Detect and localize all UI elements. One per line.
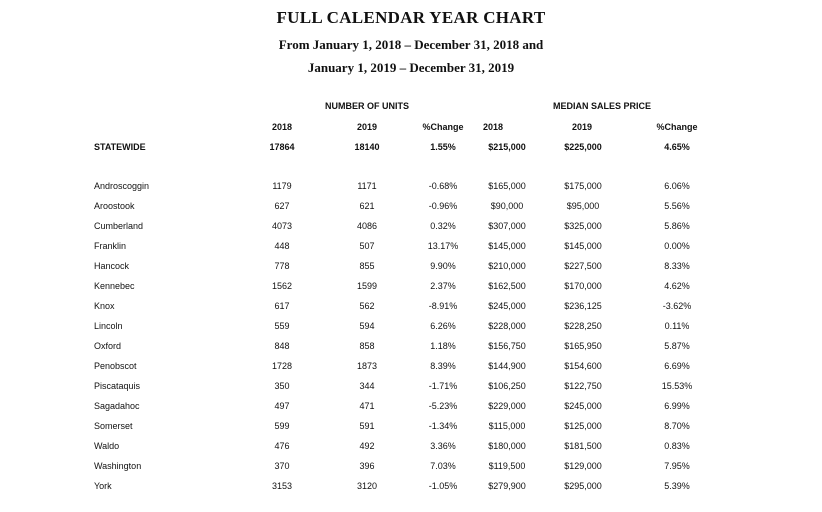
county-price-2018: $165,000 — [488, 181, 526, 191]
county-units-2018: 778 — [274, 261, 290, 271]
county-price-2018: $228,000 — [488, 321, 526, 331]
county-price-pct-change: 7.95% — [664, 461, 690, 471]
county-units-pct-change: 3.36% — [430, 441, 456, 451]
county-name: Hancock — [94, 261, 130, 271]
county-units-pct-change: -8.91% — [428, 301, 458, 311]
statewide-price-2019: $225,000 — [564, 142, 602, 152]
county-name: Oxford — [94, 341, 122, 351]
statewide-price-2018: $215,000 — [488, 142, 526, 152]
county-units-pct-change: -1.05% — [428, 481, 458, 491]
county-price-2019: $236,125 — [564, 301, 602, 311]
county-price-2019: $227,500 — [564, 261, 602, 271]
county-price-pct-change: 6.69% — [664, 361, 690, 371]
county-units-pct-change: 7.03% — [430, 461, 456, 471]
county-units-pct-change: 2.37% — [430, 281, 456, 291]
county-units-2019: 344 — [359, 381, 375, 391]
col-header-units-2019: 2019 — [356, 122, 378, 132]
county-price-pct-change: 5.87% — [664, 341, 690, 351]
county-price-2019: $325,000 — [564, 221, 602, 231]
county-price-2019: $129,000 — [564, 461, 602, 471]
county-price-pct-change: 0.83% — [664, 441, 690, 451]
county-price-2019: $145,000 — [564, 241, 602, 251]
county-name: Penobscot — [94, 361, 137, 371]
county-units-2018: 1179 — [272, 181, 292, 191]
county-price-2018: $180,000 — [488, 441, 526, 451]
statewide-units-pct-change: 1.55% — [430, 142, 456, 152]
county-price-2019: $122,750 — [564, 381, 602, 391]
county-name: Sagadahoc — [94, 401, 140, 411]
county-name: Lincoln — [94, 321, 123, 331]
county-price-2018: $90,000 — [490, 201, 524, 211]
county-price-pct-change: 0.11% — [664, 321, 690, 331]
county-price-2019: $95,000 — [566, 201, 600, 211]
county-units-2018: 4073 — [271, 221, 293, 231]
county-name: Waldo — [94, 441, 120, 451]
county-units-2018: 627 — [274, 201, 290, 211]
county-price-2019: $181,500 — [564, 441, 602, 451]
county-units-2018: 617 — [274, 301, 290, 311]
col-header-units-pct-change: %Change — [422, 122, 464, 132]
county-price-2019: $228,250 — [564, 321, 602, 331]
county-units-pct-change: -1.34% — [428, 421, 458, 431]
group-header-median-sales-price: MEDIAN SALES PRICE — [552, 101, 652, 111]
county-price-2018: $106,250 — [488, 381, 526, 391]
county-units-pct-change: -0.96% — [428, 201, 458, 211]
statewide-units-2019: 18140 — [354, 142, 380, 152]
county-price-pct-change: 8.70% — [664, 421, 690, 431]
county-units-2019: 1171 — [357, 181, 377, 191]
county-price-pct-change: 6.06% — [664, 181, 690, 191]
county-units-2018: 476 — [274, 441, 290, 451]
county-units-pct-change: 6.26% — [430, 321, 456, 331]
county-price-2018: $144,900 — [488, 361, 526, 371]
col-header-price-2019: 2019 — [571, 122, 593, 132]
county-units-2019: 858 — [359, 341, 375, 351]
county-units-2018: 350 — [274, 381, 290, 391]
county-price-2019: $170,000 — [564, 281, 602, 291]
county-units-2019: 594 — [359, 321, 375, 331]
county-units-pct-change: -1.71% — [428, 381, 458, 391]
county-units-2019: 507 — [359, 241, 375, 251]
county-price-2018: $229,000 — [488, 401, 526, 411]
chart-title: FULL CALENDAR YEAR CHART — [276, 8, 546, 27]
county-price-2018: $245,000 — [488, 301, 526, 311]
county-units-2019: 621 — [359, 201, 375, 211]
county-price-2018: $162,500 — [488, 281, 526, 291]
county-price-2019: $154,600 — [564, 361, 602, 371]
county-units-2019: 492 — [359, 441, 375, 451]
county-price-pct-change: 0.00% — [664, 241, 690, 251]
county-price-2018: $119,500 — [488, 461, 526, 471]
county-price-pct-change: 5.56% — [664, 201, 690, 211]
county-price-2019: $125,000 — [564, 421, 602, 431]
county-name: Somerset — [94, 421, 133, 431]
county-units-2018: 1562 — [271, 281, 293, 291]
county-units-2018: 848 — [274, 341, 290, 351]
county-price-2018: $279,900 — [488, 481, 526, 491]
county-units-2019: 396 — [359, 461, 375, 471]
statewide-price-pct-change: 4.65% — [664, 142, 690, 152]
col-header-price-2018: 2018 — [482, 122, 504, 132]
county-name: Cumberland — [94, 221, 144, 231]
subtitle-date-range-2018: From January 1, 2018 – December 31, 2018 and — [278, 37, 544, 52]
county-price-pct-change: 8.33% — [664, 261, 690, 271]
county-units-pct-change: 0.32% — [430, 221, 456, 231]
county-name: Androscoggin — [94, 181, 150, 191]
col-header-price-pct-change: %Change — [656, 122, 698, 132]
county-units-2018: 370 — [274, 461, 290, 471]
county-price-pct-change: 15.53% — [661, 381, 693, 391]
county-name: Aroostook — [94, 201, 135, 211]
county-units-2019: 1873 — [356, 361, 378, 371]
county-price-2018: $210,000 — [488, 261, 526, 271]
county-units-2019: 562 — [359, 301, 375, 311]
county-price-pct-change: 6.99% — [664, 401, 690, 411]
county-units-pct-change: 13.17% — [427, 241, 459, 251]
county-name: York — [94, 481, 112, 491]
county-units-pct-change: 8.39% — [430, 361, 456, 371]
county-units-2018: 497 — [274, 401, 290, 411]
county-units-2019: 1599 — [356, 281, 378, 291]
county-units-2019: 855 — [359, 261, 375, 271]
group-header-number-of-units: NUMBER OF UNITS — [325, 101, 409, 111]
county-price-2019: $245,000 — [564, 401, 602, 411]
county-price-2019: $295,000 — [564, 481, 602, 491]
county-price-pct-change: 5.39% — [664, 481, 690, 491]
county-price-2019: $165,950 — [564, 341, 602, 351]
col-header-units-2018: 2018 — [271, 122, 293, 132]
county-price-2018: $115,000 — [488, 421, 526, 431]
county-units-2018: 559 — [274, 321, 290, 331]
subtitle-date-range-2019: January 1, 2019 – December 31, 2019 — [307, 60, 515, 75]
county-units-2019: 591 — [359, 421, 375, 431]
county-price-2019: $175,000 — [564, 181, 602, 191]
county-units-pct-change: -0.68% — [428, 181, 458, 191]
county-price-2018: $156,750 — [488, 341, 526, 351]
statewide-label: STATEWIDE — [94, 142, 146, 152]
county-name: Kennebec — [94, 281, 135, 291]
county-price-pct-change: -3.62% — [662, 301, 692, 311]
county-units-pct-change: -5.23% — [428, 401, 458, 411]
county-units-2019: 4086 — [356, 221, 378, 231]
county-units-2018: 3153 — [271, 481, 293, 491]
county-price-2018: $307,000 — [488, 221, 526, 231]
statewide-units-2018: 17864 — [269, 142, 295, 152]
county-price-pct-change: 4.62% — [664, 281, 690, 291]
county-name: Knox — [94, 301, 115, 311]
county-name: Washington — [94, 461, 142, 471]
county-units-2019: 3120 — [356, 481, 378, 491]
county-price-2018: $145,000 — [488, 241, 526, 251]
county-units-pct-change: 1.18% — [430, 341, 456, 351]
county-units-2019: 471 — [359, 401, 375, 411]
county-units-2018: 448 — [274, 241, 290, 251]
county-units-pct-change: 9.90% — [430, 261, 456, 271]
county-name: Franklin — [94, 241, 127, 251]
county-units-2018: 1728 — [271, 361, 293, 371]
county-name: Piscataquis — [94, 381, 141, 391]
county-price-pct-change: 5.86% — [664, 221, 690, 231]
county-units-2018: 599 — [274, 421, 290, 431]
